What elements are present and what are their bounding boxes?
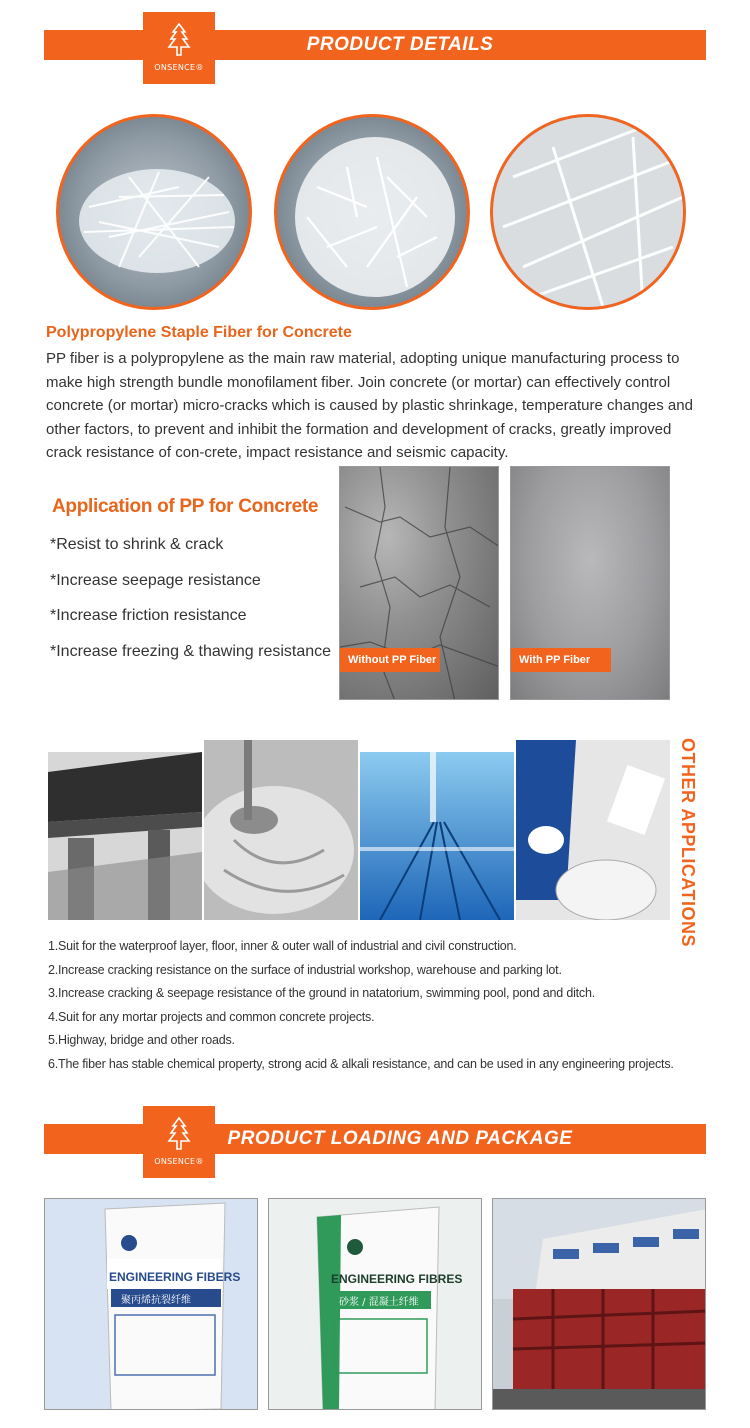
other-applications-list bbox=[48, 935, 674, 1077]
truck-illustration bbox=[493, 1199, 706, 1410]
brand-logo bbox=[143, 12, 215, 84]
tree-logo-icon bbox=[165, 1116, 193, 1152]
logo-text: ONSENCE® bbox=[154, 63, 204, 72]
mixing-illustration bbox=[204, 740, 358, 920]
swimming-pool-photo bbox=[360, 752, 514, 920]
without-fiber-label: Without PP Fiber bbox=[340, 648, 440, 672]
package-bag-blue-photo bbox=[44, 1198, 258, 1410]
product-description: PP fiber is a polypropylene as the main raw material, adopting unique manufacturing process to make high strength bundle monofilament fiber. Join concrete (or mortar) can effectively control concrete (or mortar) micro-cracks which is caused by plastic shrinkage, temperature changes and other factors, to prevent and inhibit the formation and development of cracks, greatly improved crack resistance of con-crete, impact resistance and seismic capacity. bbox=[46, 350, 693, 461]
bridge-illustration bbox=[48, 752, 202, 920]
concrete-without-fiber-photo bbox=[339, 466, 499, 700]
application-heading: Application of PP for Concrete bbox=[52, 496, 319, 517]
section-title: PRODUCT DETAILS bbox=[306, 34, 494, 55]
brand-logo bbox=[143, 1106, 215, 1178]
pool-illustration bbox=[360, 752, 514, 920]
application-item: *Increase friction resistance bbox=[50, 607, 247, 624]
use-item: 5.Highway, bridge and other roads. bbox=[48, 1033, 235, 1048]
bag-subtitle: 砂浆 / 混凝土纤维 bbox=[339, 1297, 419, 1308]
other-applications-label: OTHER APPLICATIONS bbox=[678, 738, 698, 948]
with-fiber-label: With PP Fiber bbox=[511, 648, 611, 672]
application-item: *Increase seepage resistance bbox=[50, 571, 261, 589]
fiber-photo-1 bbox=[56, 114, 252, 310]
truck-loading-photo bbox=[492, 1198, 706, 1410]
bag-subtitle: 聚丙烯抗裂纤维 bbox=[121, 1295, 191, 1306]
bag-illustration bbox=[269, 1199, 482, 1410]
tree-logo-icon bbox=[165, 22, 193, 58]
use-item: 1.Suit for the waterproof layer, floor, inner & outer wall of industrial and civil construction. bbox=[48, 939, 517, 953]
application-item: *Resist to shrink & crack bbox=[50, 536, 224, 553]
other-applications-title bbox=[676, 738, 700, 948]
fiber-bundle-illustration bbox=[493, 117, 686, 310]
bag-illustration bbox=[45, 1199, 258, 1410]
plastering-photo bbox=[516, 740, 670, 920]
use-item: 3.Increase cracking & seepage resistance of the ground in natatorium, swimming pool, pond and ditch. bbox=[48, 986, 595, 1001]
section-title: PRODUCT LOADING AND PACKAGE bbox=[227, 1128, 573, 1149]
bag-title: ENGINEERING FIBERS bbox=[109, 1270, 241, 1284]
application-item: *Increase freezing & thawing resistance bbox=[50, 642, 332, 660]
package-bag-green-photo bbox=[268, 1198, 482, 1410]
mortar-mixing-photo bbox=[204, 740, 358, 920]
bridge-photo bbox=[48, 752, 202, 920]
use-item: 6.The fiber has stable chemical property, strong acid & alkali resistance, and can be used in any engineering projects. bbox=[48, 1056, 674, 1071]
bag-title: ENGINEERING FIBRES bbox=[331, 1272, 463, 1286]
concrete-with-fiber-photo bbox=[510, 466, 670, 700]
fiber-photo-2 bbox=[274, 114, 470, 310]
logo-text: ONSENCE® bbox=[154, 1157, 204, 1166]
fiber-bundle-illustration bbox=[277, 117, 470, 310]
use-item: 4.Suit for any mortar projects and common concrete projects. bbox=[48, 1009, 375, 1024]
fiber-photo-3 bbox=[490, 114, 686, 310]
fiber-bundle-illustration bbox=[59, 117, 252, 310]
use-item: 2.Increase cracking resistance on the surface of industrial workshop, warehouse and parking lot. bbox=[48, 962, 562, 977]
application-list bbox=[50, 532, 331, 674]
plastering-illustration bbox=[516, 740, 670, 920]
product-heading: Polypropylene Staple Fiber for Concrete bbox=[46, 324, 352, 341]
